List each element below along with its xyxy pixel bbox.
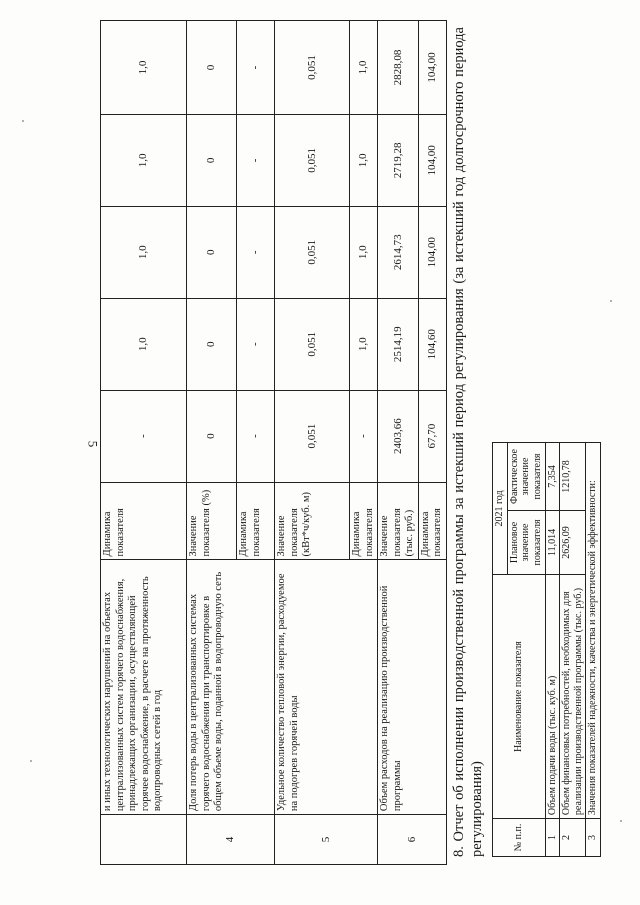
table-row	[560, 443, 586, 857]
table-cell: 104,60	[418, 298, 446, 390]
report-table	[492, 442, 601, 857]
table-row	[101, 21, 187, 865]
table-cell: 2719,28	[378, 114, 419, 206]
table-cell: 104,00	[418, 114, 446, 206]
table-cell: -	[237, 114, 275, 206]
row-number: 6	[378, 815, 447, 865]
scan-speck	[22, 120, 24, 122]
scan-speck	[30, 760, 32, 762]
table-row	[586, 443, 601, 857]
table-row	[187, 21, 237, 865]
table-cell: 1,0	[101, 298, 187, 390]
indicator-name: Объем финансовых потребностей, необходимых для реализации производственной программы (тыс. руб.)	[560, 574, 586, 818]
indicator-sub-label: Значение показателя (тыс. руб.)	[378, 482, 419, 560]
row-number	[101, 815, 187, 865]
indicators-table	[100, 20, 447, 865]
table-cell: -	[237, 390, 275, 482]
table-cell: 0,051	[275, 21, 350, 115]
fact-value: 1210,78	[560, 443, 586, 511]
fact-value: 7,354	[545, 443, 560, 511]
table-cell: 1,0	[350, 21, 378, 115]
table-row	[545, 443, 560, 857]
table-cell: -	[237, 206, 275, 298]
scan-speck	[620, 820, 622, 822]
col-header-number: № п.п.	[493, 819, 546, 857]
table-cell: 1,0	[101, 206, 187, 298]
row-number: 3	[586, 819, 601, 857]
table-cell: 0,051	[275, 206, 350, 298]
scan-speck	[610, 300, 612, 302]
col-header-year: 2021 год	[493, 443, 508, 575]
table-cell: 0	[187, 298, 237, 390]
row-number: 2	[560, 819, 586, 857]
plan-value: 2626,09	[560, 511, 586, 575]
table-cell: 0	[187, 390, 237, 482]
table-cell: 0,051	[275, 298, 350, 390]
table-cell: 2614,73	[378, 206, 419, 298]
table-cell: -	[101, 390, 187, 482]
table-row	[378, 21, 419, 865]
table-cell: 0	[187, 114, 237, 206]
table-cell: 0	[187, 21, 237, 115]
table-cell: 67,70	[418, 390, 446, 482]
table-cell: 1,0	[350, 114, 378, 206]
indicator-sub-label: Динамика показателя	[418, 482, 446, 560]
table-cell: -	[237, 21, 275, 115]
indicator-name: Доля потерь воды в централизованных системах горячего водоснабжения при транспортировке в общем объеме воды, поданной в водопроводную сеть	[187, 560, 275, 815]
table-cell: -	[350, 390, 378, 482]
table-cell: 0,051	[275, 390, 350, 482]
indicator-name: и иных технологических нарушений на объектах централизованных систем горячего водоснабжения, принадлежащих организации, осуществляющей горячее водоснабжение, в расчете на протяженность водопроводных сетей в год	[101, 560, 187, 815]
table-row	[275, 21, 350, 865]
table-cell: 2514,19	[378, 298, 419, 390]
section-8-title: 8. Отчет об исполнении производственной программы за истекший период регулирования (за истекший год долгосрочного периода регулирования)	[451, 27, 485, 857]
col-header-name: Наименование показателя	[493, 574, 546, 818]
table-cell: 1,0	[350, 298, 378, 390]
col-header-plan: Плановое значение показателя	[507, 511, 545, 575]
table-cell: 0	[187, 206, 237, 298]
table-cell: 0,051	[275, 114, 350, 206]
indicator-name: Удельное количество тепловой энергии, расходуемое на подогрев горячей воды	[275, 560, 378, 815]
table-cell: 1,0	[350, 206, 378, 298]
indicator-name: Объем подачи воды (тыс. куб. м)	[545, 574, 560, 818]
row-number: 5	[275, 815, 378, 865]
table-cell: 104,00	[418, 21, 446, 115]
indicator-name: Значения показателей надежности, качества и энергетической эффективности:	[586, 443, 601, 819]
table-cell: 104,00	[418, 206, 446, 298]
plan-value: 11,014	[545, 511, 560, 575]
table-cell: 2828,08	[378, 21, 419, 115]
indicator-name: Объем расходов на реализацию производственной программы	[378, 560, 447, 815]
indicator-sub-label: Значение показателя (%)	[187, 482, 237, 560]
table-cell: 2403,66	[378, 390, 419, 482]
col-header-fact: Фактическое значение показателя	[507, 443, 545, 511]
row-number: 1	[545, 819, 560, 857]
table-cell: 1,0	[101, 21, 187, 115]
indicator-sub-label: Динамика показателя	[237, 482, 275, 560]
indicator-sub-label: Динамика показателя	[350, 482, 378, 560]
indicator-sub-label: Значение показателя (кВт*ч/куб. м)	[275, 482, 350, 560]
table-cell: -	[237, 298, 275, 390]
page-number: 5	[85, 440, 101, 448]
indicator-sub-label: Динамика показателя	[101, 482, 187, 560]
table-cell: 1,0	[101, 114, 187, 206]
table-header-row	[493, 443, 508, 857]
row-number: 4	[187, 815, 275, 865]
